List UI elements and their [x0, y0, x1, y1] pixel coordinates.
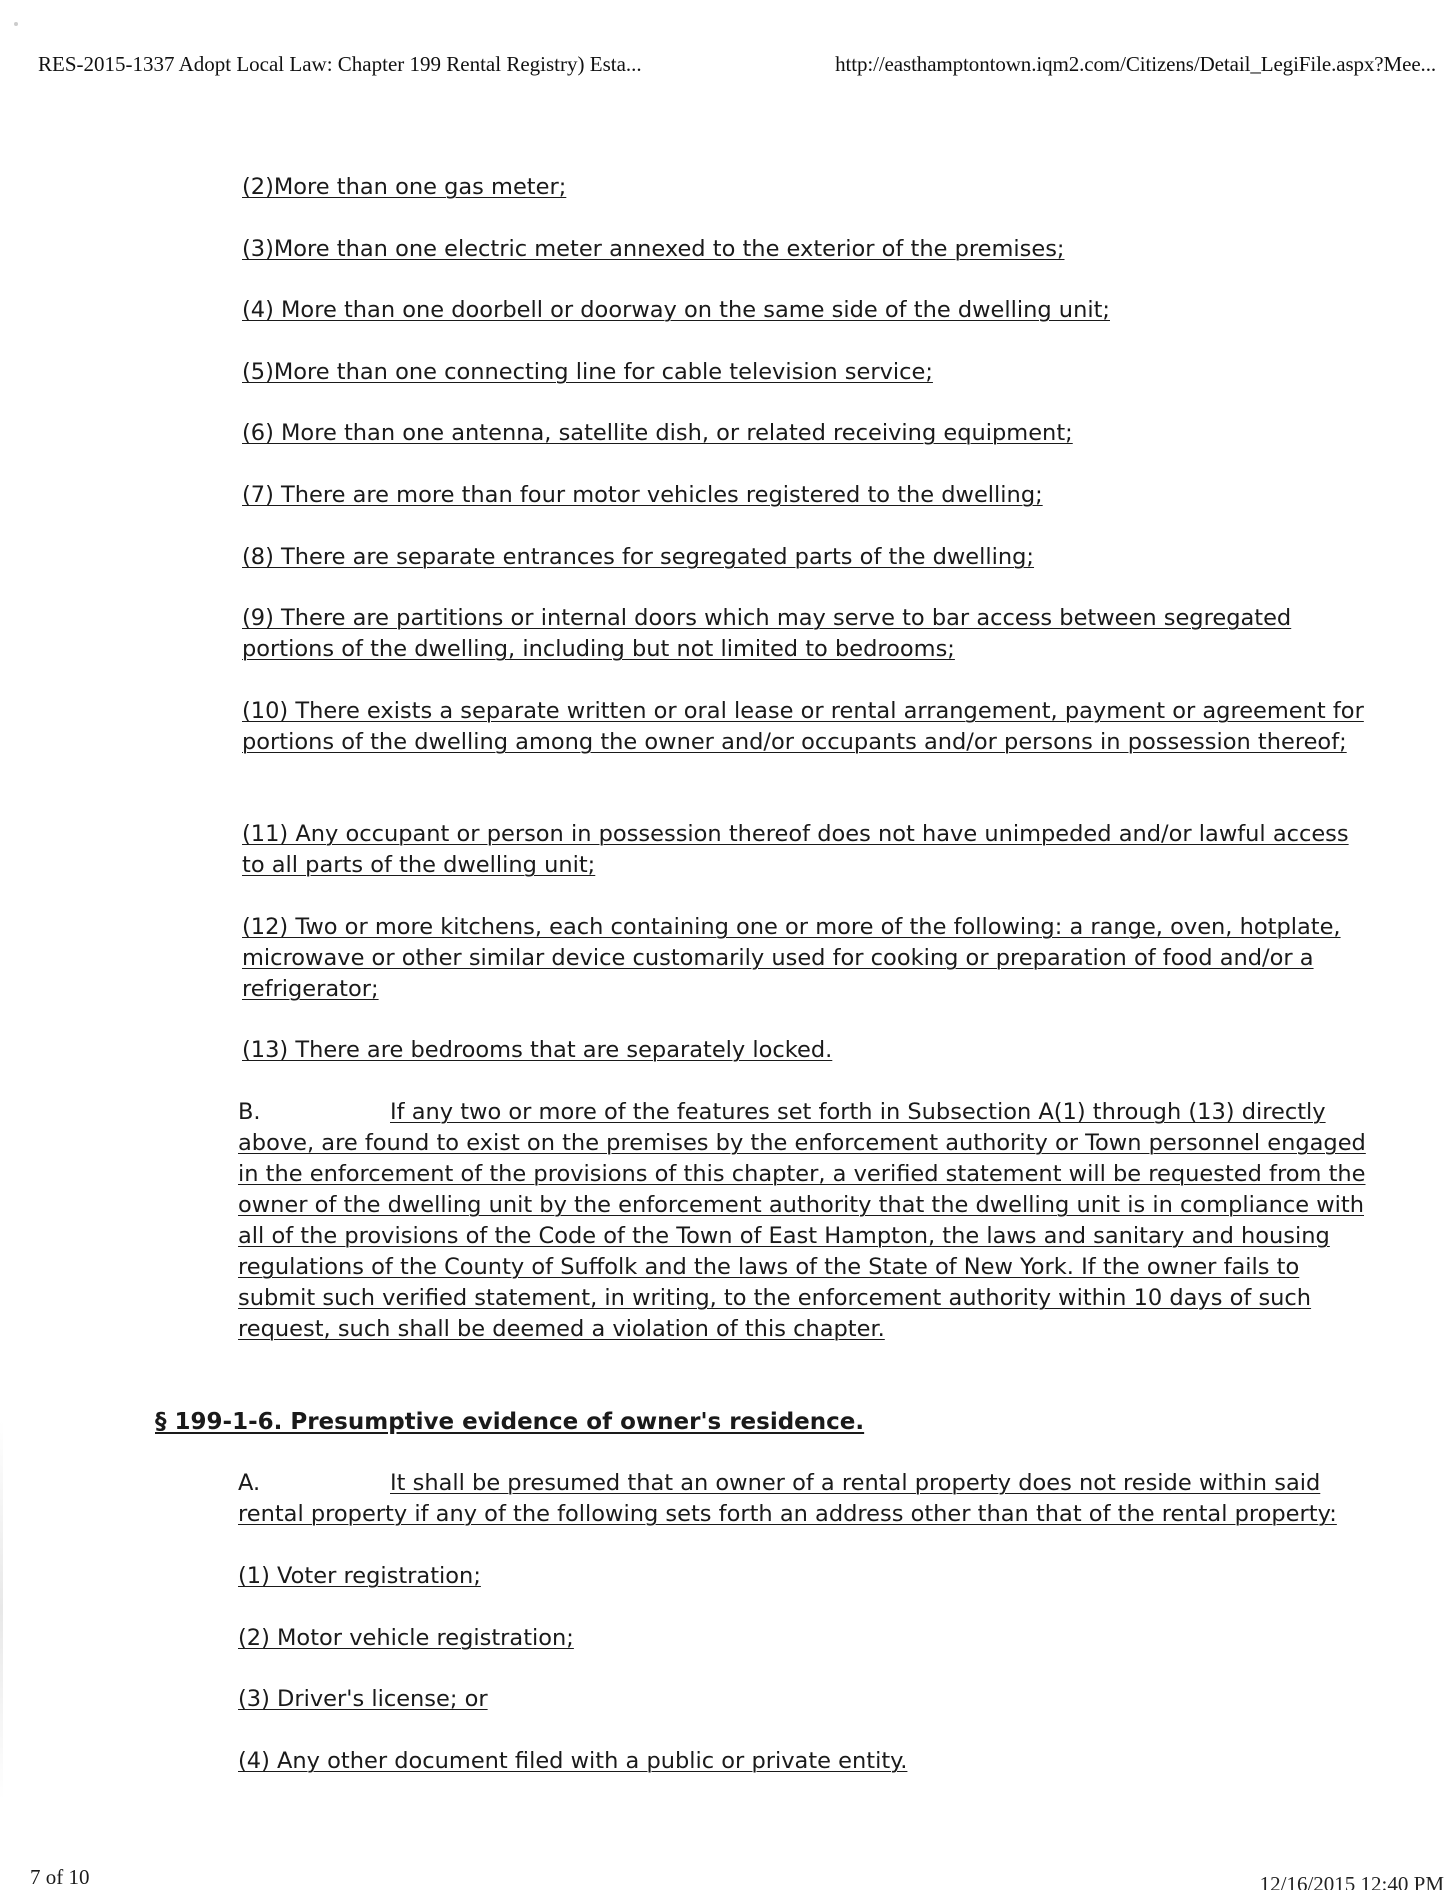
- list-item: (2)More than one gas meter;: [242, 174, 567, 200]
- list-item: (3) Driver's license; or: [238, 1686, 488, 1712]
- list-item: (11) Any occupant or person in possession thereof does not have unimpeded and/or lawful access to all parts of the dwelling unit;: [242, 821, 1349, 878]
- list-item: (2) Motor vehicle registration;: [238, 1625, 574, 1651]
- list-item: (5)More than one connecting line for cable television service;: [242, 359, 933, 385]
- subsection-a-letter: A.: [238, 1470, 261, 1496]
- page-number: 7 of 10: [30, 1865, 90, 1889]
- section-heading: § 199-1-6. Presumptive evidence of owner's residence.: [155, 1409, 865, 1435]
- list-item: (6) More than one antenna, satellite dish, or related receiving equipment;: [242, 420, 1073, 446]
- list-item: (3)More than one electric meter annexed to the exterior of the premises;: [242, 236, 1065, 262]
- header-title: RES-2015-1337 Adopt Local Law: Chapter 199 Rental Registry) Esta...: [38, 52, 642, 76]
- list-item: (7) There are more than four motor vehicles registered to the dwelling;: [242, 482, 1043, 508]
- subsection-a: [238, 1468, 1378, 1530]
- subsection-b-text: If any two or more of the features set forth in Subsection A(1) through (13) directly above, are found to exist on the premises by the enforcement authority or Town personnel engaged in the enforcement of the provisions of this chapter, a verified statement will be requested from the owner of the dwelling unit by the enforcement authority that the dwelling unit is in compliance with all of the provisions of the Code of the Town of East Hampton, the laws and sanitary and housing regulations of the County of Suffolk and the laws of the State of New York. If the owner fails to submit such verified statement, in writing, to the enforcement authority within 10 days of such request, such shall be deemed a violation of this chapter.: [238, 1099, 1366, 1342]
- subsection-b-letter: B.: [238, 1099, 261, 1125]
- scan-mark: [14, 22, 18, 26]
- list-item: (10) There exists a separate written or oral lease or rental arrangement, payment or agreement for portions of the dwelling among the owner and/or occupants and/or persons in possession thereof;: [242, 698, 1364, 755]
- list-item: (12) Two or more kitchens, each containing one or more of the following: a range, oven, hotplate, microwave or other similar device customarily used for cooking or preparation of food and/or a refrigerator;: [242, 914, 1341, 1002]
- subsection-a-text: It shall be presumed that an owner of a rental property does not reside within said rental property if any of the following sets forth an address other than that of the rental property:: [238, 1470, 1337, 1527]
- list-item: (13) There are bedrooms that are separately locked.: [242, 1037, 833, 1063]
- list-item: (4) Any other document filed with a public or private entity.: [238, 1748, 908, 1774]
- subsection-b: [238, 1097, 1378, 1345]
- list-item: (8) There are separate entrances for segregated parts of the dwelling;: [242, 544, 1035, 570]
- scan-edge: [0, 1420, 3, 1800]
- list-item: (4) More than one doorbell or doorway on the same side of the dwelling unit;: [242, 297, 1110, 323]
- print-header: [38, 52, 1436, 77]
- print-timestamp: 12/16/2015 12:40 PM: [1259, 1872, 1444, 1890]
- list-item: (9) There are partitions or internal doors which may serve to bar access between segregated portions of the dwelling, including but not limited to bedrooms;: [242, 605, 1292, 662]
- list-item: (1) Voter registration;: [238, 1563, 481, 1589]
- header-url: http://easthamptontown.iqm2.com/Citizens/Detail_LegiFile.aspx?Mee...: [835, 52, 1436, 76]
